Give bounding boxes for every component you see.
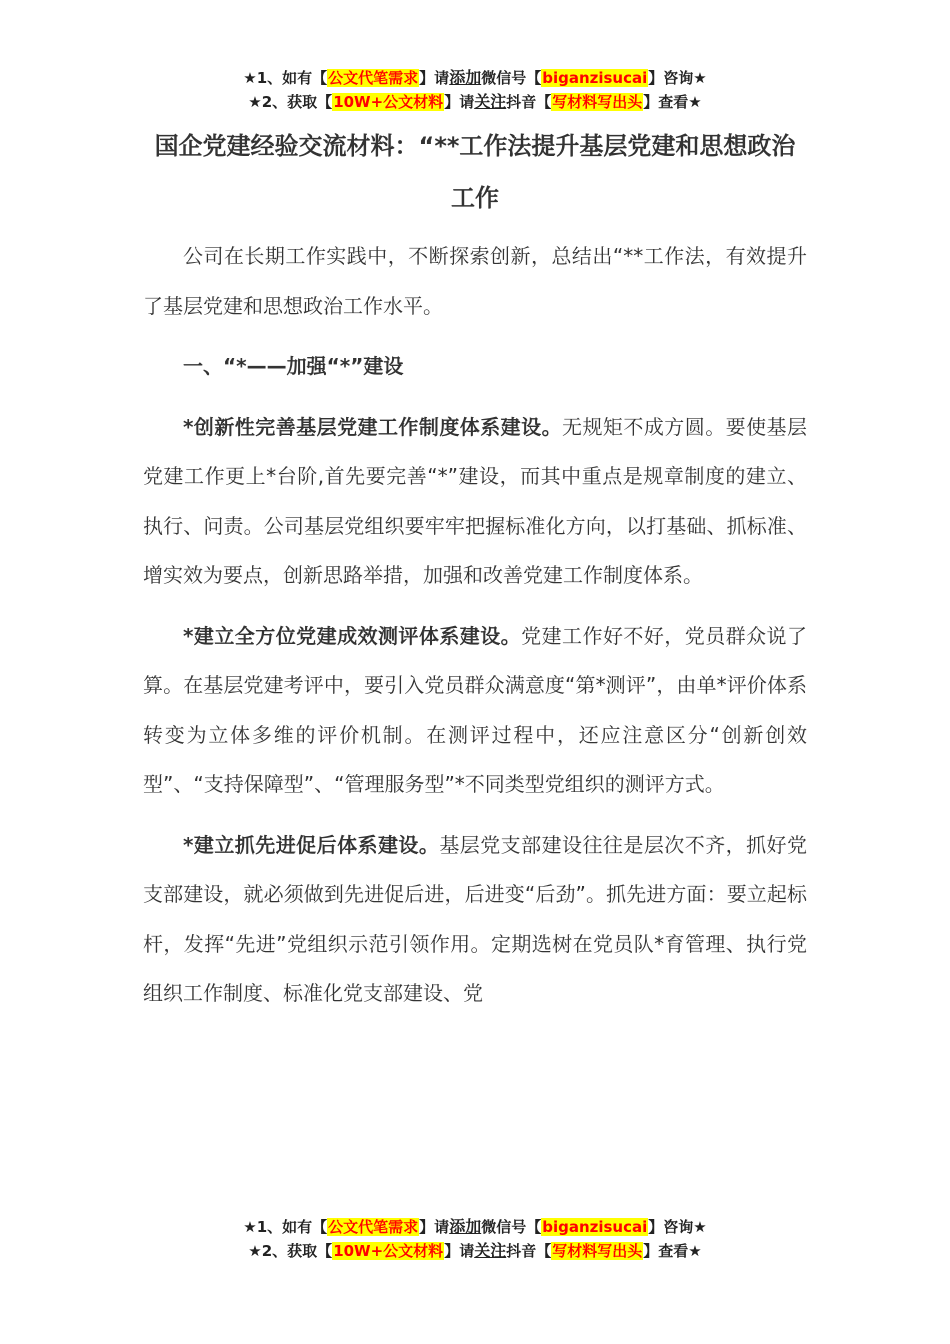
body-paragraph — [143, 612, 807, 810]
promo-emphasis: 关注 — [474, 1241, 507, 1260]
promo-text: ★1、如有【 — [243, 69, 328, 87]
douyin-account-highlight: 写材料写出头 — [552, 1242, 643, 1260]
douyin-account-highlight: 写材料写出头 — [552, 93, 643, 111]
promo-text: 】请 — [444, 1242, 475, 1260]
promo-text: 】咨询★ — [648, 69, 707, 87]
wechat-id-highlight: biganzisucai — [542, 1218, 648, 1236]
promo-highlight: 公文代笔需求 — [328, 1218, 419, 1236]
promo-highlight: 10W+公文材料 — [333, 1242, 444, 1260]
promo-text: 微信号【 — [481, 1218, 542, 1236]
paragraph-text: 基层党支部建设往往是层次不齐，抓好党支部建设，就必须做到先进促后进，后进变“后劲”。抓先进方面：要立起标杆，发挥“先进”党组织示范引领作用。定期选树在党员队*育管理、执行党组织工作制度、标准化党支部建设、党 — [143, 832, 807, 1005]
document-title: 国企党建经验交流材料：“**工作法提升基层党建和思想政治工作 — [154, 132, 796, 212]
promo-highlight: 公文代笔需求 — [328, 69, 419, 87]
promo-text: 】查看★ — [643, 1242, 702, 1260]
promo-line-2 — [0, 90, 950, 114]
promo-text: 】咨询★ — [648, 1218, 707, 1236]
wechat-id-highlight: biganzisucai — [542, 69, 648, 87]
paragraph-lead: *建立全方位党建成效测评体系建设。 — [183, 623, 522, 648]
section-heading: 一、“*——加强“*”建设 — [183, 354, 404, 378]
promo-emphasis: 添加 — [449, 1217, 482, 1236]
promo-text: 】请 — [444, 93, 475, 111]
promo-banner-bottom — [0, 1215, 950, 1263]
promo-text: 】请 — [419, 1218, 450, 1236]
promo-banner-top — [0, 66, 950, 114]
body-paragraph — [143, 821, 807, 1019]
promo-line-1 — [0, 66, 950, 90]
promo-text: ★2、获取【 — [248, 93, 333, 111]
paragraph-text: 无规矩不成方圆。要使基层党建工作更上*台阶,首先要完善“*”建设，而其中重点是规章制度的建立、执行、问责。公司基层党组织要牢牢把握标准化方向，以打基础、抓标准、增实效为要点，创新思路举措，加强和改善党建工作制度体系。 — [143, 414, 807, 587]
intro-paragraph: 公司在长期工作实践中，不断探索创新，总结出“**工作法，有效提升了基层党建和思想政治工作水平。 — [143, 244, 807, 318]
promo-line-1 — [0, 1215, 950, 1239]
document-body — [143, 232, 807, 1030]
promo-text: 抖音【 — [506, 93, 552, 111]
promo-text: ★1、如有【 — [243, 1218, 328, 1236]
paragraph-lead: *建立抓先进促后体系建设。 — [183, 832, 440, 857]
promo-text: 】请 — [419, 69, 450, 87]
body-paragraph — [143, 403, 807, 601]
promo-text: ★2、获取【 — [248, 1242, 333, 1260]
paragraph-text: 党建工作好不好，党员群众说了算。在基层党建考评中，要引入党员群众满意度“第*测评”，由单*评价体系转变为立体多维的评价机制。在测评过程中，还应注意区分“创新创效型”、“支持保障型”、“管理服务型”*不同类型党组织的测评方式。 — [143, 623, 808, 796]
promo-emphasis: 添加 — [449, 68, 482, 87]
promo-emphasis: 关注 — [474, 92, 507, 111]
promo-text: 微信号【 — [481, 69, 542, 87]
promo-text: 】查看★ — [643, 93, 702, 111]
paragraph-lead: *创新性完善基层党建工作制度体系建设。 — [183, 414, 563, 439]
promo-text: 抖音【 — [506, 1242, 552, 1260]
promo-line-2 — [0, 1239, 950, 1263]
promo-highlight: 10W+公文材料 — [333, 93, 444, 111]
